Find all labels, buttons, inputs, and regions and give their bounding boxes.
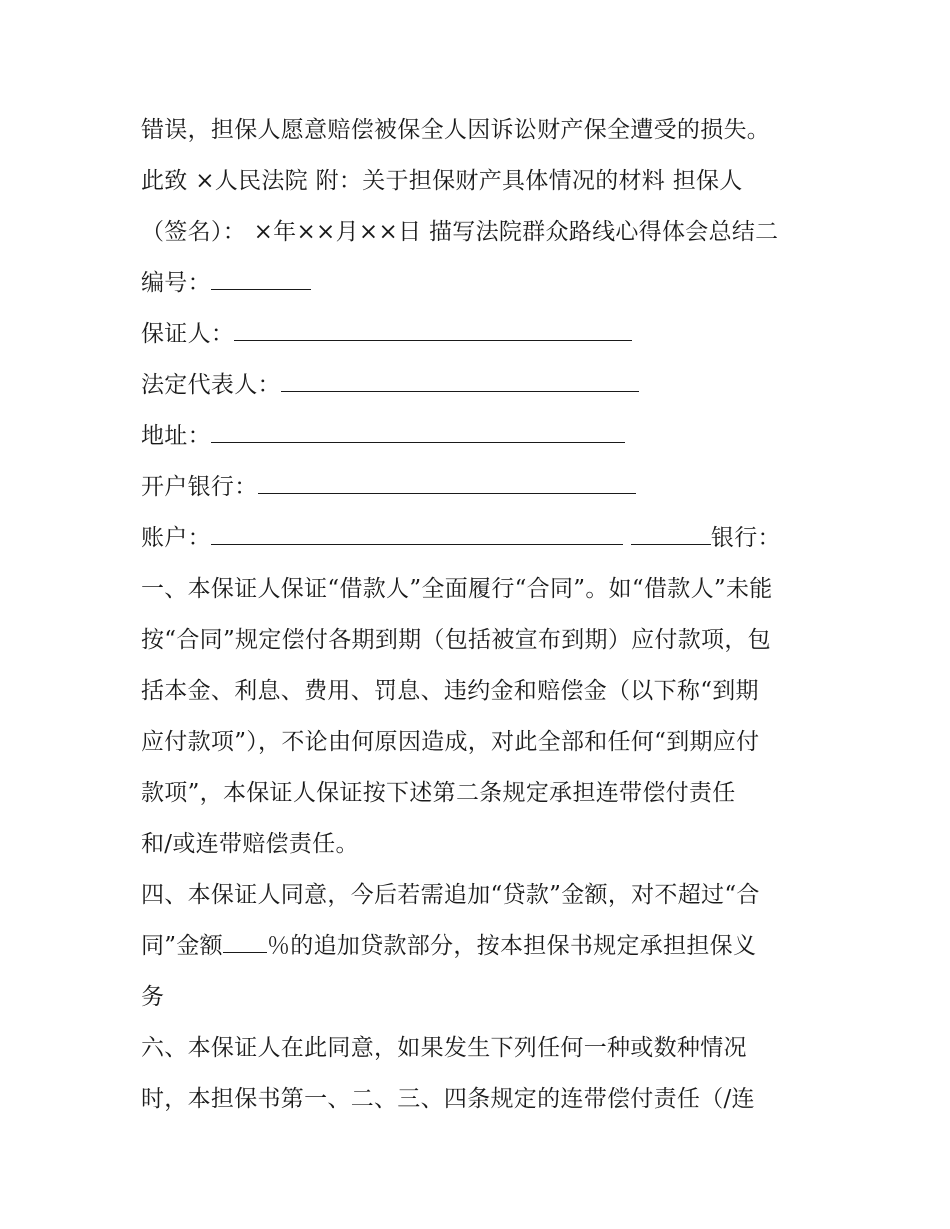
legal-rep-label: 法定代表人： xyxy=(141,372,281,398)
text-line-5: 按“合同”规定偿付各期到期（包括被宣布到期）应付款项，包 xyxy=(141,627,771,653)
account-bank-blank xyxy=(631,524,711,545)
number-blank xyxy=(211,269,311,290)
guarantor-field xyxy=(141,320,632,348)
text-line-11: 务 xyxy=(141,984,165,1010)
address-field xyxy=(141,422,625,450)
guarantor-blank xyxy=(234,320,632,341)
legal-rep-blank xyxy=(281,371,639,392)
text-line-10: 四、本保证人同意，今后若需追加“贷款”金额，对不超过“合 xyxy=(141,882,760,908)
bank-blank xyxy=(258,473,636,494)
bank-field xyxy=(141,473,636,501)
guarantor-label: 保证人： xyxy=(141,321,235,347)
text-line-3: （签名）： ×年××月××日 描写法院群众路线心得体会总结二 xyxy=(141,219,779,245)
text-line-1: 错误，担保人愿意赔偿被保全人因诉讼财产保全遭受的损失。 xyxy=(141,117,771,143)
percent-blank xyxy=(223,932,267,953)
text-line-12: 六、本保证人在此同意，如果发生下列任何一种或数种情况 xyxy=(141,1035,747,1061)
text-line-4: 一、本保证人保证“借款人”全面履行“合同”。如“借款人”未能 xyxy=(141,576,773,602)
percent-line xyxy=(141,932,756,960)
address-label: 地址： xyxy=(141,423,211,449)
account-label: 账户： xyxy=(141,525,211,551)
account-bank-suffix: 银行： xyxy=(710,525,781,551)
text-line-2: 此致 ×人民法院 附：关于担保财产具体情况的材料 担保人 xyxy=(141,168,743,194)
number-field xyxy=(141,269,311,297)
text-line-9: 和/或连带赔偿责任。 xyxy=(141,831,359,857)
account-blank xyxy=(211,524,623,545)
number-label: 编号： xyxy=(141,270,211,296)
text-line-8: 款项”，本保证人保证按下述第二条规定承担连带偿付责任 xyxy=(141,780,736,806)
account-field xyxy=(141,524,781,552)
address-blank xyxy=(211,422,625,443)
text-line-7: 应付款项”），不论由何原因造成，对此全部和任何“到期应付 xyxy=(141,729,760,755)
percent-prefix: 同”金额 xyxy=(141,933,223,959)
legal-rep-field xyxy=(141,371,639,399)
text-line-13: 时，本担保书第一、二、三、四条规定的连带偿付责任（/连 xyxy=(141,1086,755,1112)
percent-suffix: ％的追加贷款部分，按本担保书规定承担担保义 xyxy=(266,933,757,959)
bank-label: 开户银行： xyxy=(141,474,258,500)
text-line-6: 括本金、利息、费用、罚息、违约金和赔偿金（以下称“到期 xyxy=(141,678,759,704)
